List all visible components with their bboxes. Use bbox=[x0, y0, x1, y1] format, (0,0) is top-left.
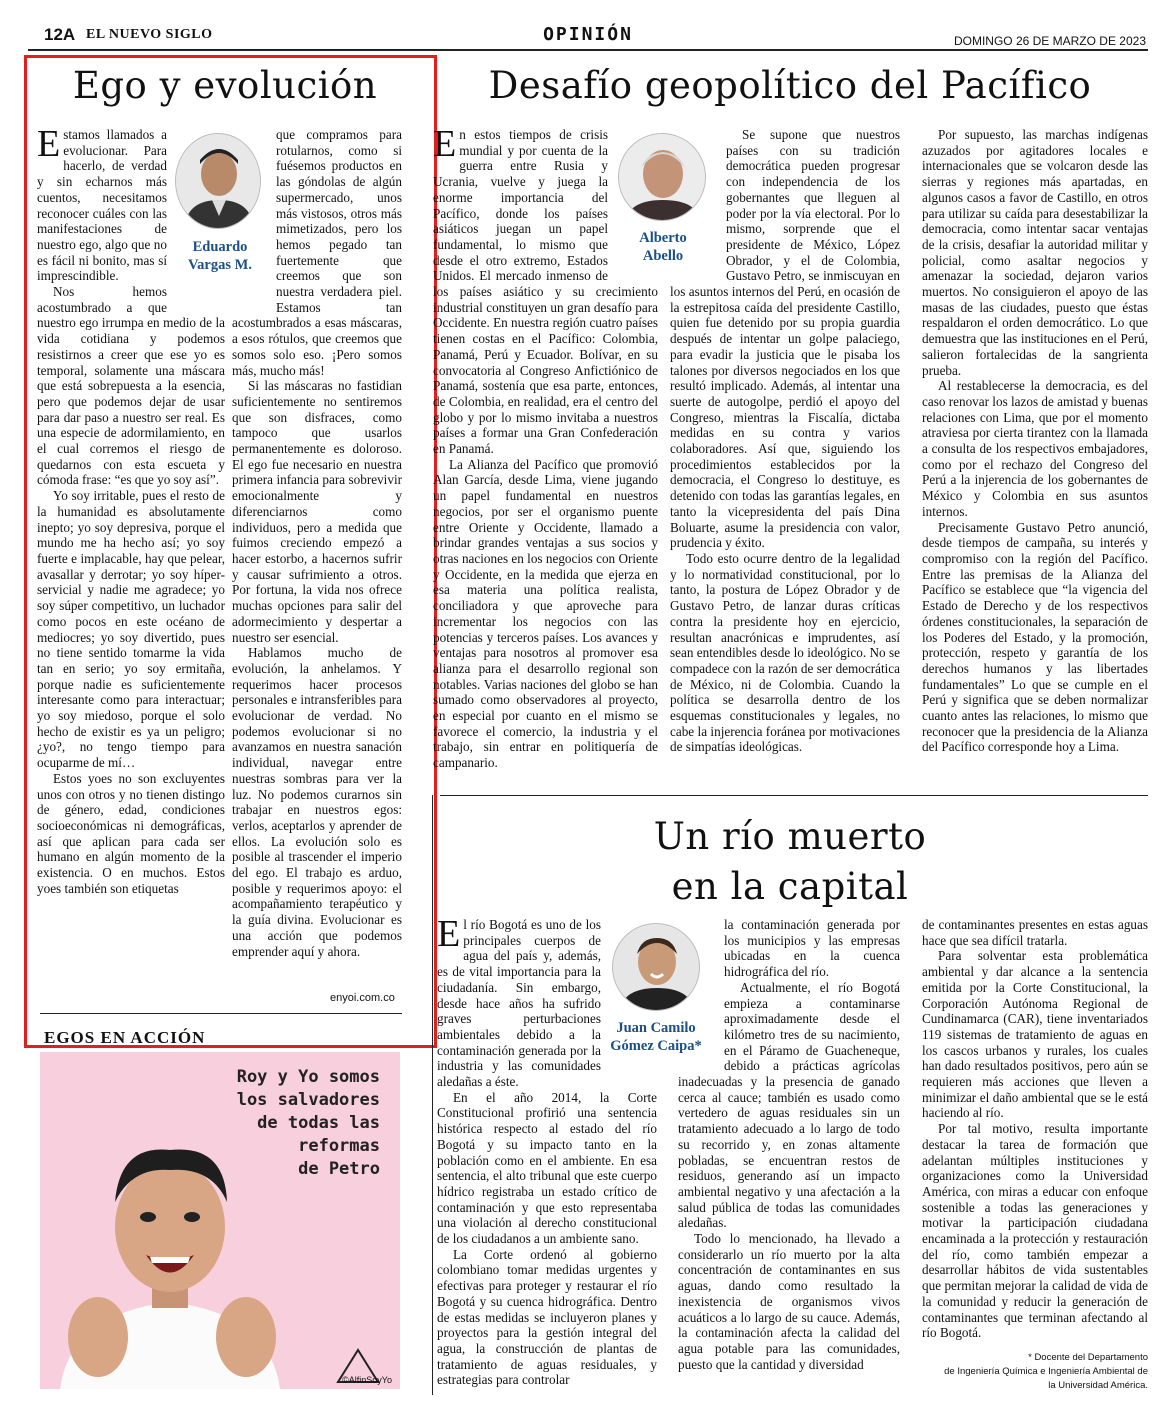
rio-author-last: Gómez Caipa* bbox=[610, 1038, 702, 1054]
geo-col1-float bbox=[608, 127, 658, 277]
geo-paragraph: Precisamente Gustavo Petro anunció, desde tiempos de campaña, su interés y compromiso con la región del Pacífico. Entre las premisas de la Alianza del Pacífico se establece que “la vigencia del Estado de Derecho y de los respectivos órdenes constitucionales, la separación de los Poderes del Estado, y la promoción, protección, respeto y garantía de los derechos humanos y las libertades fundamentales” Lo que se cumple en el Perú y significa que se deben normalizar cuanto antes las relaciones, lo mismo que reconocer que la presidencia de la Alianza del Pacífico corresponde hoy a Lima. bbox=[922, 519, 1148, 755]
rio-note-line: de Ingeniería Química e Ingeniería Ambiental de bbox=[944, 1366, 1148, 1377]
rio-paragraph: En el año 2014, la Corte Constitucional profirió una sentencia histórica respecto al estado del río Bogotá y su impacto tanto en la población como en el ambiente. En esa sentencia, el alto tribunal que este cuerpo hídrico registraba un estado crítico de contaminación y que esto representaba una violación al derecho constitucional de los ciudadanos a un ambiente sano. bbox=[437, 1089, 657, 1247]
comic-line: de Petro bbox=[298, 1159, 380, 1179]
highlight-box bbox=[24, 55, 437, 1048]
rio-headline bbox=[600, 812, 980, 912]
newspaper-name: EL NUEVO SIGLO bbox=[86, 27, 213, 42]
geo-author-last: Abello bbox=[642, 248, 684, 264]
geo-paragraph: La Alianza del Pacífico que promovió Alan García, desde Lima, viene jugando un papel fundamental en nuestros negocios, por ser el organismo puente entre Oriente y Occidente, llamado a brindar grandes ventajas a sus socios y otras naciones en los negocios con Oriente y Occidente, en la medida que ejerza en esa materia una política realista, conciliadora y que aproveche para incrementar los negocios con las potencias y terceros países. Los avances y ventajas para nosotros al promover esa alianza para el desarrollo regional son notables. Varias naciones del globo se han sumado como observadores al proyecto, en especial por cuanto en el mismo se favorece el comercio, la industria y el trabajo, sin entrar en politiquería de campanario. bbox=[433, 456, 658, 771]
geo-headline: Desafío geopolítico del Pacífico bbox=[488, 64, 1092, 107]
rio-note-line: * Docente del Departamento bbox=[1028, 1352, 1148, 1363]
geo-paragraph: n estos tiempos de crisis mundial y por cuenta de la guerra entre Rusia y Ucrania, vuelve y juega la enorme importancia del Pacífico, donde los países asiáticos juegan un papel fundamental, lo mismo que desde el otro extremo, Estados Unidos. El mercado inmenso de los países asiático y su crecimiento industrial constituyen un gran desafío para Occidente. En nuestra región cuatro países tienen costas en el Pacífico: Colombia, Panamá, Perú y Ecuador. Bolívar, en su convocatoria al Congreso Anfictiónico de Panamá, sostenía que esa parte, entonces, de Colombia, en realidad, era el centro del globo y por lo mismo invitaba a nuestros países a formar una Gran Confederación en Panamá. bbox=[433, 127, 658, 457]
ego-paragraph: Nos hemos acostumbrado a que nuestro ego irrumpa en medio de la vida cotidiana y podemos resistirnos a creer que ese yo es temporal, solamente una máscara que está sobrepuesta a la esencia, pero que podemos dejar de usar para dar paso a nuestro ser real. Es una especie de adormilamiento, en el cual corremos el riesgo de quedarnos con esta escueta y cómoda frase: “es que yo soy así”. bbox=[37, 284, 225, 488]
rio-column-1 bbox=[437, 917, 657, 1393]
ego-dropcap: E bbox=[37, 127, 61, 165]
rio-note-line: la Universidad América. bbox=[1048, 1380, 1148, 1391]
ego-paragraph: stamos llamados a evolucionar. Para hacerlo, de verdad y sin echarnos más cuentos, necesitamos reconocer cuáles con las manifestaciones de nuestro ego, algo que no es fácil ni bonito, mas sí imprescindible. bbox=[37, 127, 167, 284]
ego-source: enyoi.com.co bbox=[330, 992, 395, 1004]
comic-strip bbox=[40, 1052, 400, 1389]
ego-paragraph: Si las máscaras no fastidian suficientemente no sentiremos que son disfraces, como tampoco que usarlos permanentemente es doloroso. El ego fue necesario en nuestra primera infancia para sobrevivir emocionalmente y diferenciarnos como individuos, pero a medida que fuimos creciendo empezó a hacer estorbo, a hacernos sufrir y causar sufrimiento a otros. Por fortuna, la vida nos ofrece muchas opciones para salir del adormecimiento y despertar a nuestro ser esencial. bbox=[232, 378, 402, 645]
section-title: OPINIÓN bbox=[543, 24, 633, 45]
ego-paragraph: que compramos para rotularnos, como si fuésemos productos en las góndolas de algún supermercado, unos más vistosos, otros más mimetizados, pero los hemos pegado tan fuertemente que creemos que son nuestra verdadera piel. Estamos tan acostumbrados a esas máscaras, a esos rótulos, que creemos que somos solo eso. ¡Pero somos más, mucho más! bbox=[232, 127, 402, 378]
ego-paragraph: Yo soy irritable, pues el resto de la humanidad es absolutamente inepto; yo soy depresiva, porque el mundo me ha hecho así; yo soy fuerte e implacable, hay que pelear, avasallar y derrotar; yo soy híper-servicial y nadie me agradece; yo soy súper competitivo, un luchador como pocos en este océano de mediocres; yo soy divertido, pues no tiene sentido tomarme la vida tan en serio; yo soy ermitaña, porque nadie es suficientemente interesante como para interactuar; yo soy miedoso, porque el solo hecho de existir es ya un peligro; ¿yo?, no tengo tiempo para ocuparme de mí… bbox=[37, 488, 225, 771]
rio-paragraph: Todo lo mencionado, ha llevado a considerarlo un río muerto por la alta concentración de contaminantes en sus aguas, dando como resultado la inexistencia de organismos vivos acuáticos a lo largo de su cauce. Además, la contaminación afecta la calidad del agua potable para las comunidades, puesto que la cantidad y diversidad bbox=[678, 1231, 900, 1372]
comic-line: los salvadores bbox=[236, 1090, 380, 1110]
geo-column-3 bbox=[922, 127, 1148, 779]
geo-paragraph: Todo esto ocurre dentro de la legalidad y lo normatividad constitucional, por lo tanto, la postura de López Obrador y de Gustavo Petro, de lanzar duras críticas contra la presidente hoy en ejercicio, resultan anacrónicas e imprudentes, así sean entendibles desde lo ideológico. No se compadece con la razón de ser democrática de México, ni de Colombia. Cuando la política se desarrolla dentro de los esquemas constitucionales y legales, no cabe la injerencia foránea por motivaciones de simpatías ideológicas. bbox=[670, 550, 900, 755]
issue-date: DOMINGO 26 DE MARZO DE 2023 bbox=[953, 34, 1146, 48]
rio-paragraph: de contaminantes presentes en estas aguas hace que sea difícil tratarla. bbox=[922, 917, 1148, 948]
rio-paragraph: La Corte ordenó al gobierno colombiano tomar medidas urgentes y efectivas para proteger y restaurar el río Bogotá y su cuenca hidrográfica. Dentro de estas medidas se incluyeron planes y proyectos para la gestión integral del agua, la construcción de plantas de tratamiento de aguas residuales, y estrategias para controlar bbox=[437, 1246, 657, 1388]
header-rule bbox=[28, 49, 1148, 51]
geo-paragraph: Al restablecerse la democracia, es del caso renovar los lazos de amistad y buenas relaciones con Lima, que por el momento atraviesa por cierta tirantez con la llamada a consulta de los respectivos embajadores, como por el rechazo del Congreso del Perú a la injerencia de los gobernantes de México y Colombia en sus asuntos internos. bbox=[922, 378, 1148, 519]
rio-column-2 bbox=[678, 917, 900, 1393]
comic-character-icon bbox=[40, 1052, 400, 1389]
comic-line: Roy y Yo somos bbox=[236, 1067, 380, 1087]
geo-paragraph: Por supuesto, las marchas indígenas azuzados por agitadores locales e internacionales que se volcaron desde las sierras y regiones más apartadas, en algunos casos a favor de Castillo, en otros para utilizar su caída para desestabilizar la democracia, como intentar sacar ventajas de la crisis, desafiar la autoridad militar y policial, como asaltar negocios y amenazar la sociedad, dejaron varios muertos. No consiguieron el apoyo de las masas de las ciudades, puesto que éstas respaldaron el orden democrático. Lo que demuestra que las instituciones en el Perú, salieron fortalecidas de la sangrienta prueba. bbox=[922, 127, 1148, 378]
ego-author-first: Eduardo bbox=[192, 239, 248, 255]
geo-dropcap: E bbox=[433, 127, 457, 165]
vertical-divider bbox=[432, 795, 433, 1395]
ego-author-last: Vargas M. bbox=[188, 257, 252, 273]
rio-paragraph: Para solventar esta problemática ambiental y dar alcance a la sentencia emitida por la Corte Constitucional, la Corporación Autónoma Regional de Cundinamarca (CAR), tiene inventariados 119 sistemas de tratamiento de aguas en los cascos urbanos y rurales, los cuales han dado resultados positivos, pero aún se requieren más acciones que lleven a minimizar el daño ambiental que se le está haciendo al río. bbox=[922, 948, 1148, 1121]
comic-credit: ©AlfinSoyYo bbox=[342, 1375, 392, 1385]
rio-paragraph: Por tal motivo, resulta importante destacar la tarea de formación que adelantan múltiples instituciones y organizaciones como la Universidad América, con miras a educar con enfoque sostenible a todas las generaciones y motivar la participación ciudadana encaminada a la protección y restauración del río, como también empezar a desarrollar hábitos de vida sustentables que permitan mejorar la calidad de vida de la comunidad y reducir la generación de contaminantes que terminan afectando al río Bogotá. bbox=[922, 1121, 1148, 1341]
comic-title: EGOS EN ACCIÓN bbox=[44, 1028, 206, 1047]
geo-column-2 bbox=[670, 127, 900, 779]
geo-author-first: Alberto bbox=[639, 230, 687, 246]
rio-paragraph: l río Bogotá es uno de los principales cuerpos de agua del país y, además, es de vital importancia para la ciudadanía. Sin embargo, desde hace años ha sufrido graves perturbaciones ambientales debido a la contaminación generada por la industria y las comunidades aledañas a éste. bbox=[437, 917, 601, 1090]
ego-paragraph: Hablamos mucho de evolución, la anhelamos. Y requerimos hacer procesos personales e intransferibles para evolucionar de verdad. No podemos evolucionar si no avanzamos en nuestra sanación individual, navegar entre nuestras sombras para ver la luz. No podemos curarnos sin trabajar en nuestros egos: verlos, aceptarlos y aprender de ellos. La evolución solo es posible al trascender el imperio del ego. El trabajo es arduo, posible y requerimos apoyo: el acompañamiento terapéutico y la guía divina. Evolucionar es una acción que podemos emprender aquí y ahora. bbox=[232, 645, 402, 959]
geo-column-1 bbox=[433, 127, 658, 779]
rio-col2-float bbox=[678, 917, 724, 1067]
rio-paragraph: la contaminación generada por los municipios y las empresas ubicadas en la cuenca hidrográfica del río. bbox=[724, 917, 900, 980]
geo-paragraph: Se supone que nuestros países con su tradición democrática pueden progresar con independencia de los gobernantes que lleguen al poder por la vía electoral. Por lo mismo, sorprende que el presidente de México, López Obrador, y el de Colombia, Gustavo Petro, se inmiscuyan en los asuntos internos del Perú, en ocasión de la estrepitosa caída del presidente Castillo, quien fue detenido por su propia guardia después de intentar un golpe palaciego, para evadir la justicia que le pisaba los talones por diversos negociados en los que resultó implicado. Además, al intentar una suerte de autogolpe, perdió el apoyo del Congreso, mientras la Fiscalía, dictaba medidas en su contra y varios colaboradores. Así que, siguiendo los procedimientos establecidos por la democracia, el Congreso lo destituye, es detenido con todas las garantías legales, en tanto la vicepresidenta del país Dina Boluarte, asume la presidencia con valor, prudencia y éxito. bbox=[670, 127, 900, 551]
rio-paragraph: Actualmente, el río Bogotá empieza a contaminarse aproximadamente desde el kilómetro tres de su nacimiento, en el Páramo de Guacheneque, debido a prácticas agrícolas inadecuadas y la presencia de ganado cerca al cauce; también es usado como vertedero de aguas residuales sin un tratamiento adecuado a lo largo de todo su recorrido y, en zonas altamente pobladas, se encuentran restos de residuos, generando así un impacto ambiental negativo y una afectación a la salud pública de todas las comunidades aledañas. bbox=[678, 979, 900, 1231]
rio-author-first: Juan Camilo bbox=[616, 1020, 696, 1036]
rio-author-note bbox=[900, 1351, 1148, 1393]
rio-headline-line-1: Un río muerto bbox=[653, 815, 927, 858]
rio-dropcap: E bbox=[437, 917, 461, 955]
ego-headline: Ego y evolución bbox=[72, 64, 378, 107]
page-number: 12A bbox=[44, 25, 76, 44]
comic-line: reformas bbox=[298, 1136, 380, 1156]
comic-line: de todas las bbox=[257, 1113, 380, 1133]
ego-paragraph: Estos yoes no son excluyentes unos con otros y no tienen distingo de género, edad, condiciones socioeconómicas ni demográficas, así que aplican para cada ser humano en algún momento de la existencia. O en muchos. Estos yoes también son etiquetas bbox=[37, 770, 225, 896]
rio-headline-line-2: en la capital bbox=[671, 865, 909, 908]
section-divider bbox=[440, 795, 1148, 796]
rio-column-3 bbox=[922, 917, 1148, 1349]
geo-col2-float bbox=[670, 127, 726, 277]
rio-col1-float bbox=[601, 917, 657, 1067]
